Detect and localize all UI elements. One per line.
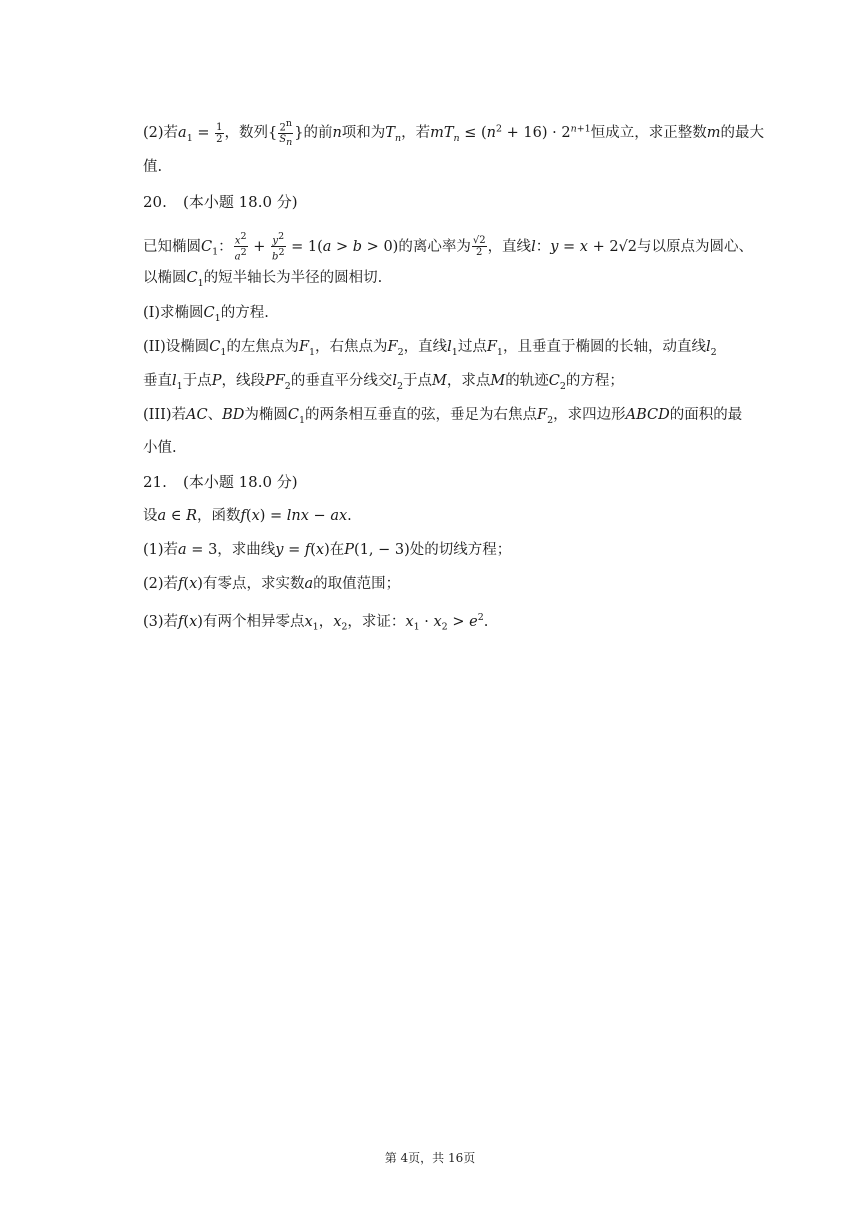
q19-part2-line1: (2)若$a_1$ = $\frac{1}{2}$ ，数列{ $\frac{2^n}{S_n}$ }的前n项和为$T_n$，若$mT_n \le (n^2 + 16) \cdot 2^{n+1}$恒成立，求正整数m的最大 — [143, 118, 764, 149]
q21-part1: (1)若a = 3，求曲线y = f(x)在P(1, − 3)处的切线方程； — [143, 542, 512, 558]
q21-heading — [143, 472, 298, 492]
q20-part2-line1: (II)设椭圆$C_1$的左焦点为$F_1$，右焦点为$F_2$，直线$l_1$过点$F_1$，且垂直于椭圆的长轴，动直线$l_2$ — [143, 339, 717, 358]
q20-heading — [143, 192, 298, 212]
q20-part3-line2: 小值. — [143, 440, 177, 456]
q20-part1: (I)求椭圆$C_1$的方程. — [143, 305, 269, 324]
q20-number: 20. — [143, 193, 167, 211]
q20-part3-line1: (III)若AC、BD为椭圆$C_1$的两条相互垂直的弦，垂足为右焦点$F_2$，求四边形ABCD的面积的最 — [143, 407, 743, 426]
q20-part2-line2: 垂直$l_1$于点P，线段$PF_2$的垂直平分线交$l_2$于点M，求点M的轨迹$C_2$的方程； — [143, 373, 624, 392]
q21-part3: (3)若f(x)有两个相异零点$x_1$，$x_2$，求证：$x_1 \cdot x_2 > e^2$. — [143, 612, 489, 633]
q21-header: (本小题 18.0 分) — [183, 473, 298, 491]
page-footer: 第 4页，共 16页 — [384, 1151, 476, 1165]
q21-stem: 设a ∈ R，函数f(x) = lnx − ax. — [143, 508, 352, 524]
q20-stem-line2: 以椭圆$C_1$的短半轴长为半径的圆相切. — [143, 270, 383, 289]
q20-stem-line1: 已知椭圆$C_1$： $\frac{x^2}{a^2}$ + $\frac{y^2}{b^2}$ = 1(a > b > 0)的离心率为 $\frac{√2}{2}$ ，直线l：y = x + 2√2与以原点为圆心、 — [143, 231, 754, 263]
q19-part2-line2: 值. — [143, 159, 163, 175]
q21-part2: (2)若f(x)有零点，求实数a的取值范围； — [143, 576, 401, 592]
q21-number: 21. — [143, 473, 167, 491]
q20-header: (本小题 18.0 分) — [183, 193, 298, 211]
